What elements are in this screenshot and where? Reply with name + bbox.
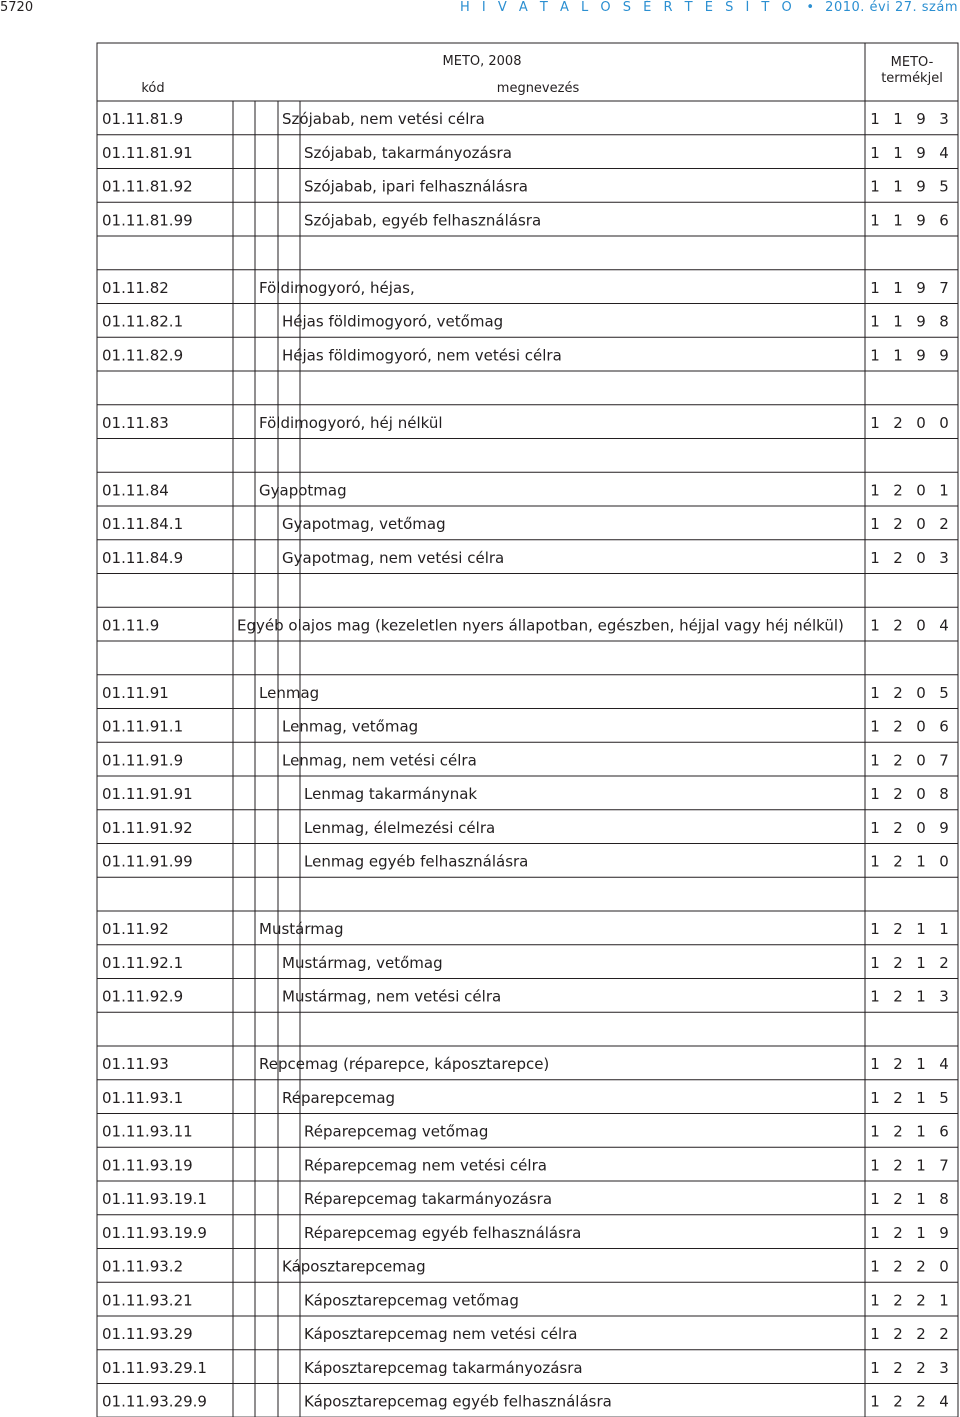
row-symbol-digit: 1 <box>870 1190 880 1208</box>
row-name: Szójabab, takarmányozásra <box>304 143 512 162</box>
row-code: 01.11.82 <box>102 278 169 297</box>
row-name: Káposztarepcemag nem vetési célra <box>304 1325 578 1343</box>
row-symbol-digit: 1 <box>870 1088 880 1107</box>
row-symbol-digit: 2 <box>939 953 949 972</box>
row-symbol-digit: 0 <box>916 616 926 635</box>
row-symbol-digit: 5 <box>939 683 949 702</box>
row-symbol-digit: 2 <box>893 1392 903 1411</box>
row-symbol-digit: 1 <box>870 1156 880 1175</box>
row-symbol-digit: 9 <box>939 346 949 365</box>
row-symbol-digit: 7 <box>939 1156 949 1175</box>
row-symbol-digit: 9 <box>916 143 926 162</box>
row-symbol-digit: 4 <box>939 616 949 635</box>
row-symbol-digit: 1 <box>870 953 880 972</box>
header-bullet: • <box>806 0 815 15</box>
row-symbol-digit: 1 <box>870 920 880 938</box>
row-code: 01.11.91.1 <box>102 717 184 736</box>
row-symbol-digit: 1 <box>870 987 880 1006</box>
row-symbol-digit: 1 <box>939 1291 949 1310</box>
row-name: Réparepcemag <box>282 1088 396 1107</box>
row-code: 01.11.93.19.9 <box>102 1223 207 1242</box>
row-name: Repcemag (réparepce, káposztarepce) <box>259 1055 550 1073</box>
row-symbol-digit: 2 <box>916 1392 926 1411</box>
row-symbol-digit: 1 <box>939 920 949 938</box>
row-symbol-digit: 4 <box>939 143 949 162</box>
row-name: Mustármag, nem vetési célra <box>282 987 502 1006</box>
row-symbol-digit: 0 <box>916 548 926 567</box>
row-name: Mustármag, vetőmag <box>282 953 443 972</box>
row-symbol-digit: 0 <box>916 515 926 533</box>
row-name: Réparepcemag egyéb felhasználásra <box>304 1223 582 1242</box>
row-code: 01.11.91.99 <box>102 852 193 871</box>
row-symbol-digit: 2 <box>893 818 903 837</box>
row-code: 01.11.91 <box>102 683 169 702</box>
row-symbol-digit: 8 <box>939 785 949 803</box>
column-header-symbol-line: termékjel <box>881 71 943 86</box>
row-code: 01.11.93.21 <box>102 1291 193 1310</box>
row-code: 01.11.81.9 <box>102 110 184 128</box>
row-symbol-digit: 1 <box>916 1156 926 1175</box>
row-code: 01.11.92.9 <box>102 987 184 1006</box>
row-symbol-digit: 2 <box>893 785 903 803</box>
row-name: Lenmag, nem vetési célra <box>282 751 477 770</box>
row-symbol-digit: 1 <box>916 987 926 1006</box>
row-symbol-digit: 1 <box>916 1223 926 1242</box>
row-symbol-digit: 1 <box>870 346 880 365</box>
row-symbol-digit: 2 <box>893 987 903 1006</box>
row-symbol-digit: 1 <box>870 1055 880 1073</box>
row-symbol-digit: 1 <box>893 346 903 365</box>
row-name: Réparepcemag vetőmag <box>304 1122 489 1141</box>
row-symbol-digit: 0 <box>916 413 926 432</box>
row-symbol-digit: 1 <box>916 852 926 871</box>
row-symbol-digit: 1 <box>939 481 949 500</box>
row-code: 01.11.84 <box>102 481 169 500</box>
row-symbol-digit: 6 <box>939 1122 949 1141</box>
row-symbol-digit: 1 <box>870 1223 880 1242</box>
row-symbol-digit: 8 <box>939 1190 949 1208</box>
row-symbol-digit: 6 <box>939 211 949 230</box>
row-name: Szójabab, egyéb felhasználásra <box>304 211 542 230</box>
row-symbol-digit: 1 <box>870 548 880 567</box>
row-name: Lenmag <box>259 683 320 702</box>
row-symbol-digit: 1 <box>893 211 903 230</box>
row-name: Káposztarepcemag vetőmag <box>304 1291 519 1310</box>
row-symbol-digit: 2 <box>893 1358 903 1377</box>
row-code: 01.11.93.1 <box>102 1088 184 1107</box>
row-symbol-digit: 9 <box>916 312 926 331</box>
row-code: 01.11.93.29 <box>102 1325 193 1343</box>
row-symbol-digit: 1 <box>870 852 880 871</box>
row-symbol-digit: 1 <box>870 515 880 533</box>
row-name: Lenmag, élelmezési célra <box>304 818 496 837</box>
row-symbol-digit: 1 <box>870 1358 880 1377</box>
row-code: 01.11.81.92 <box>102 177 193 196</box>
column-header-symbol-line: METO- <box>890 55 934 70</box>
row-symbol-digit: 7 <box>939 278 949 297</box>
row-symbol-digit: 4 <box>939 1392 949 1411</box>
row-symbol-digit: 2 <box>916 1291 926 1310</box>
table-frame <box>97 43 958 1417</box>
row-symbol-digit: 2 <box>893 920 903 938</box>
row-symbol-digit: 0 <box>916 818 926 837</box>
row-symbol-digit: 3 <box>939 548 949 567</box>
row-name: Réparepcemag nem vetési célra <box>304 1156 547 1175</box>
row-symbol-digit: 2 <box>893 1122 903 1141</box>
row-code: 01.11.82.1 <box>102 312 184 331</box>
row-code: 01.11.91.92 <box>102 818 193 837</box>
row-code: 01.11.91.9 <box>102 751 184 770</box>
row-symbol-digit: 2 <box>893 1088 903 1107</box>
row-symbol-digit: 2 <box>916 1358 926 1377</box>
row-symbol-digit: 2 <box>939 1325 949 1343</box>
row-symbol-digit: 1 <box>870 751 880 770</box>
row-symbol-digit: 2 <box>893 515 903 533</box>
row-symbol-digit: 1 <box>870 1122 880 1141</box>
row-symbol-digit: 2 <box>893 852 903 871</box>
row-code: 01.11.93.29.1 <box>102 1358 207 1377</box>
row-symbol-digit: 9 <box>916 211 926 230</box>
row-symbol-digit: 2 <box>893 481 903 500</box>
row-symbol-digit: 1 <box>870 785 880 803</box>
row-symbol-digit: 1 <box>870 143 880 162</box>
row-symbol-digit: 3 <box>939 1358 949 1377</box>
row-symbol-digit: 0 <box>916 481 926 500</box>
row-symbol-digit: 0 <box>916 751 926 770</box>
row-symbol-digit: 1 <box>916 1122 926 1141</box>
row-name: Lenmag takarmánynak <box>304 785 478 803</box>
row-code: 01.11.93.11 <box>102 1122 193 1141</box>
row-name: Szójabab, nem vetési célra <box>282 110 485 128</box>
row-symbol-digit: 3 <box>939 987 949 1006</box>
row-symbol-digit: 0 <box>939 1257 949 1276</box>
row-symbol-digit: 1 <box>870 177 880 196</box>
row-code: 01.11.93.19.1 <box>102 1190 207 1208</box>
row-symbol-digit: 2 <box>916 1257 926 1276</box>
row-symbol-digit: 2 <box>893 413 903 432</box>
row-name: Gyapotmag <box>259 481 347 500</box>
row-symbol-digit: 2 <box>893 1223 903 1242</box>
row-symbol-digit: 9 <box>939 818 949 837</box>
row-name: Héjas földimogyoró, nem vetési célra <box>282 346 562 365</box>
row-symbol-digit: 1 <box>870 278 880 297</box>
column-header-symbol <box>881 55 943 86</box>
row-symbol-digit: 1 <box>916 1190 926 1208</box>
row-symbol-digit: 2 <box>893 1055 903 1073</box>
row-symbol-digit: 3 <box>939 110 949 128</box>
row-symbol-digit: 1 <box>870 1257 880 1276</box>
row-name: Káposztarepcemag takarmányozásra <box>304 1358 583 1377</box>
row-symbol-digit: 0 <box>939 413 949 432</box>
row-symbol-digit: 1 <box>870 481 880 500</box>
row-symbol-digit: 2 <box>893 616 903 635</box>
row-symbol-digit: 1 <box>870 110 880 128</box>
row-name: Réparepcemag takarmányozásra <box>304 1190 553 1208</box>
row-code: 01.11.84.9 <box>102 548 184 567</box>
row-name: Földimogyoró, héjas, <box>259 278 415 297</box>
row-symbol-digit: 1 <box>870 312 880 331</box>
row-code: 01.11.81.91 <box>102 143 193 162</box>
row-code: 01.11.92.1 <box>102 953 184 972</box>
row-symbol-digit: 5 <box>939 1088 949 1107</box>
row-symbol-digit: 1 <box>893 312 903 331</box>
row-symbol-digit: 1 <box>893 110 903 128</box>
row-symbol-digit: 2 <box>893 751 903 770</box>
row-symbol-digit: 2 <box>916 1325 926 1343</box>
row-symbol-digit: 0 <box>939 852 949 871</box>
journal-title: H I V A T A L O S É R T E S Í T Õ <box>459 0 796 15</box>
row-symbol-digit: 9 <box>916 278 926 297</box>
page-number: 5720 <box>0 0 34 15</box>
row-symbol-digit: 1 <box>870 818 880 837</box>
row-symbol-digit: 1 <box>870 413 880 432</box>
row-name: Héjas földimogyoró, vetőmag <box>282 312 504 331</box>
row-name: Szójabab, ipari felhasználásra <box>304 177 528 196</box>
row-symbol-digit: 1 <box>870 683 880 702</box>
row-code: 01.11.83 <box>102 413 169 432</box>
row-name: Gyapotmag, nem vetési célra <box>282 548 505 567</box>
row-symbol-digit: 5 <box>939 177 949 196</box>
row-symbol-digit: 2 <box>893 1257 903 1276</box>
row-symbol-digit: 0 <box>916 683 926 702</box>
row-symbol-digit: 6 <box>939 717 949 736</box>
row-symbol-digit: 1 <box>916 1055 926 1073</box>
row-name: Földimogyoró, héj nélkül <box>259 413 443 432</box>
row-symbol-digit: 8 <box>939 312 949 331</box>
row-symbol-digit: 2 <box>893 717 903 736</box>
row-symbol-digit: 2 <box>939 515 949 533</box>
row-symbol-digit: 2 <box>893 548 903 567</box>
row-code: 01.11.91.91 <box>102 785 193 803</box>
row-symbol-digit: 9 <box>916 346 926 365</box>
row-symbol-digit: 4 <box>939 1055 949 1073</box>
issue-date: 2010. évi 27. szám <box>825 0 958 15</box>
row-code: 01.11.82.9 <box>102 346 184 365</box>
row-symbol-digit: 1 <box>870 1392 880 1411</box>
row-symbol-digit: 1 <box>870 1325 880 1343</box>
row-code: 01.11.93.19 <box>102 1156 193 1175</box>
row-name: Káposztarepcemag <box>282 1257 426 1276</box>
row-symbol-digit: 1 <box>916 1088 926 1107</box>
row-code: 01.11.93.2 <box>102 1257 184 1276</box>
column-header-name: megnevezés <box>496 81 580 96</box>
row-symbol-digit: 2 <box>893 1291 903 1310</box>
row-code: 01.11.92 <box>102 920 169 938</box>
row-symbol-digit: 1 <box>870 616 880 635</box>
row-name: Egyéb olajos mag (kezeletlen nyers állapotban, egészben, héjjal vagy héj nélkül) <box>237 616 844 635</box>
row-code: 01.11.93.29.9 <box>102 1392 207 1411</box>
row-code: 01.11.9 <box>102 616 160 635</box>
row-name: Káposztarepcemag egyéb felhasználásra <box>304 1392 612 1411</box>
row-symbol-digit: 0 <box>916 785 926 803</box>
row-symbol-digit: 1 <box>870 717 880 736</box>
row-symbol-digit: 9 <box>916 177 926 196</box>
row-symbol-digit: 7 <box>939 751 949 770</box>
row-symbol-digit: 2 <box>893 1156 903 1175</box>
row-symbol-digit: 1 <box>916 920 926 938</box>
row-symbol-digit: 2 <box>893 683 903 702</box>
row-symbol-digit: 1 <box>870 211 880 230</box>
row-symbol-digit: 1 <box>893 143 903 162</box>
row-code: 01.11.84.1 <box>102 515 184 533</box>
row-name: Lenmag, vetőmag <box>282 717 419 736</box>
column-header-code: kód <box>141 81 165 96</box>
row-name: Lenmag egyéb felhasználásra <box>304 852 529 871</box>
row-code: 01.11.93 <box>102 1055 169 1073</box>
row-symbol-digit: 1 <box>870 1291 880 1310</box>
row-symbol-digit: 9 <box>939 1223 949 1242</box>
row-symbol-digit: 1 <box>916 953 926 972</box>
row-name: Gyapotmag, vetőmag <box>282 515 446 533</box>
row-symbol-digit: 2 <box>893 953 903 972</box>
table-title: METO, 2008 <box>442 54 522 69</box>
row-symbol-digit: 1 <box>893 177 903 196</box>
row-code: 01.11.81.99 <box>102 211 193 230</box>
row-symbol-digit: 0 <box>916 717 926 736</box>
row-symbol-digit: 2 <box>893 1190 903 1208</box>
row-symbol-digit: 9 <box>916 110 926 128</box>
row-symbol-digit: 1 <box>893 278 903 297</box>
row-name: Mustármag <box>259 920 344 938</box>
row-symbol-digit: 2 <box>893 1325 903 1343</box>
